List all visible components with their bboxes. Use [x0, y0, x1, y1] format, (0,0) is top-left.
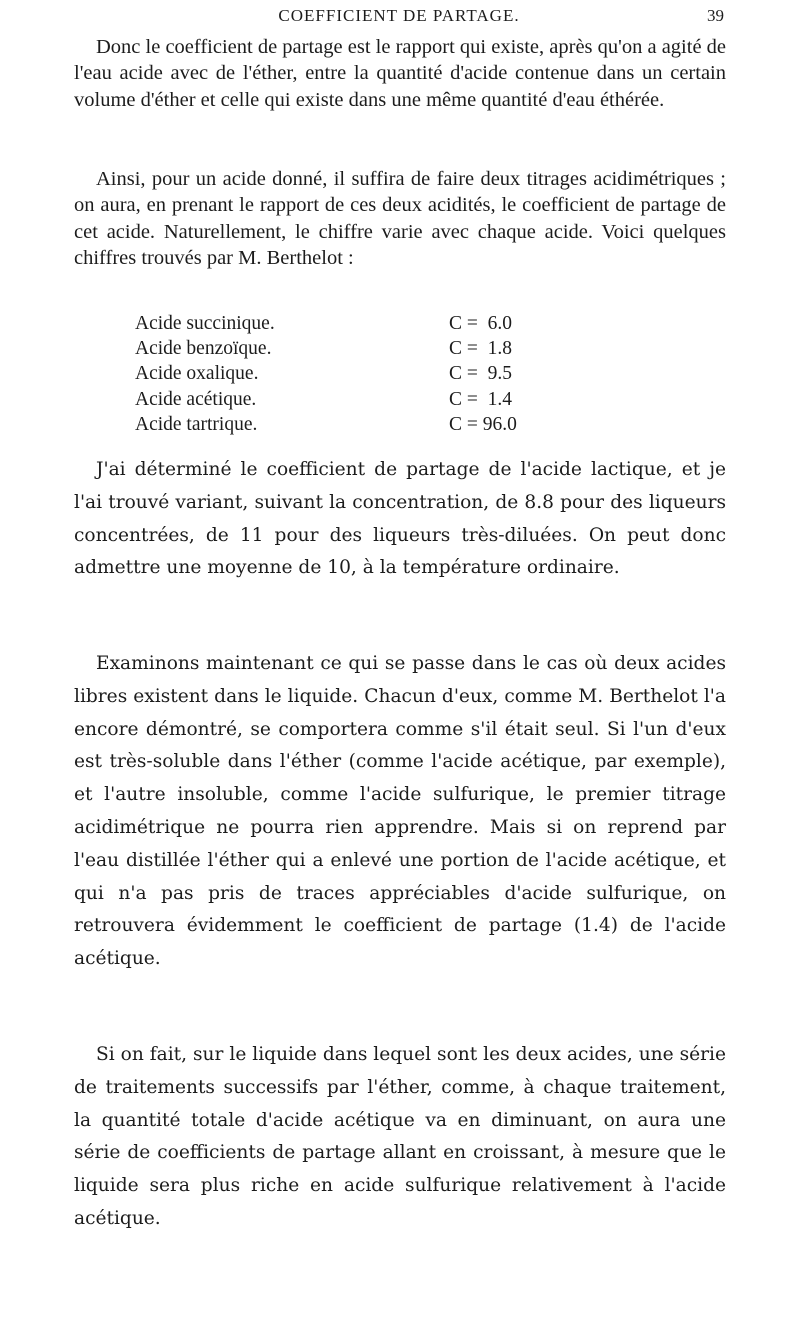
table-row [135, 336, 595, 361]
page-number: 39 [707, 6, 724, 25]
acid-name: Acide acétique. [135, 388, 257, 410]
acid-name: Acide tartrique. [135, 413, 258, 435]
coefficient-table [135, 311, 595, 437]
acid-name: Acide oxalique. [135, 363, 259, 385]
coefficient-value: C = 1.4 [449, 388, 513, 410]
table-row [135, 311, 595, 336]
coefficient-value: C = 1.8 [449, 338, 513, 360]
coefficient-value: C = 6.0 [449, 313, 513, 334]
paragraph-lactic-acid: J'ai déterminé le coefficient de partage de l'acide lactique, et je l'ai trouvé variant, suivant la concentration, de 8.8 pour des liqueurs concentrées, de 11 pour des liqueurs très-diluées. On peut donc admettre une moyenne de 10, à la température ordinaire. [74, 459, 726, 579]
paragraph-definition: Donc le coefficient de partage est le rapport qui existe, après qu'on a agité de l'eau acide avec de l'éther, entre la quantité d'acide contenue dans un certain volume d'éther et celle qui existe dans une même quantité d'eau éthérée. [74, 36, 727, 111]
paragraph-titrages: Ainsi, pour un acide donné, il suffira de faire deux titrages acidimétriques ; on aura, en prenant le rapport de ces deux acidités, le coefficient de partage de cet acide. Naturellement, le chiffre varie avec chaque acide. Voici quelques chiffres trouvés par M. Berthelot : [74, 168, 726, 270]
coefficient-value: C = 96.0 [449, 413, 517, 435]
paragraph-two-acids: Examinons maintenant ce qui se passe dans le cas où deux acides libres existent dans le liquide. Chacun d'eux, comme M. Berthelot l'a encore démontré, se comportera comme s'il était seul. Si l'un d'eux est très-soluble dans l'éther (comme l'acide acétique, par exemple), et l'autre insoluble, comme l'acide sulfurique, le premier titrage acidimétrique ne pourra rien apprendre. Mais si on reprend par l'eau distillée l'éther qui a enlevé une portion de l'acide acétique, et qui n'a pas pris de traces appréciables d'acide sulfurique, on retrouvera évidemment le coefficient de partage (1.4) de l'acide acétique. [74, 653, 726, 970]
paragraph-successive-treatments: Si on fait, sur le liquide dans lequel sont les deux acides, une série de traitements successifs par l'éther, comme, à chaque traitement, la quantité totale d'acide acétique va en diminuant, on aura une série de coefficients de partage allant en croissant, à mesure que le liquide sera plus riche en acide sulfurique relativement à l'acide acétique. [74, 1044, 726, 1229]
table-row [135, 361, 595, 386]
acid-name: Acide succinique. [135, 313, 275, 334]
table-row [135, 412, 595, 437]
acid-name: Acide benzoïque. [135, 338, 272, 360]
running-title: COEFFICIENT DE PARTAGE. [278, 6, 520, 25]
table-row [135, 387, 595, 412]
coefficient-value: C = 9.5 [449, 363, 513, 385]
running-head [74, 2, 724, 30]
